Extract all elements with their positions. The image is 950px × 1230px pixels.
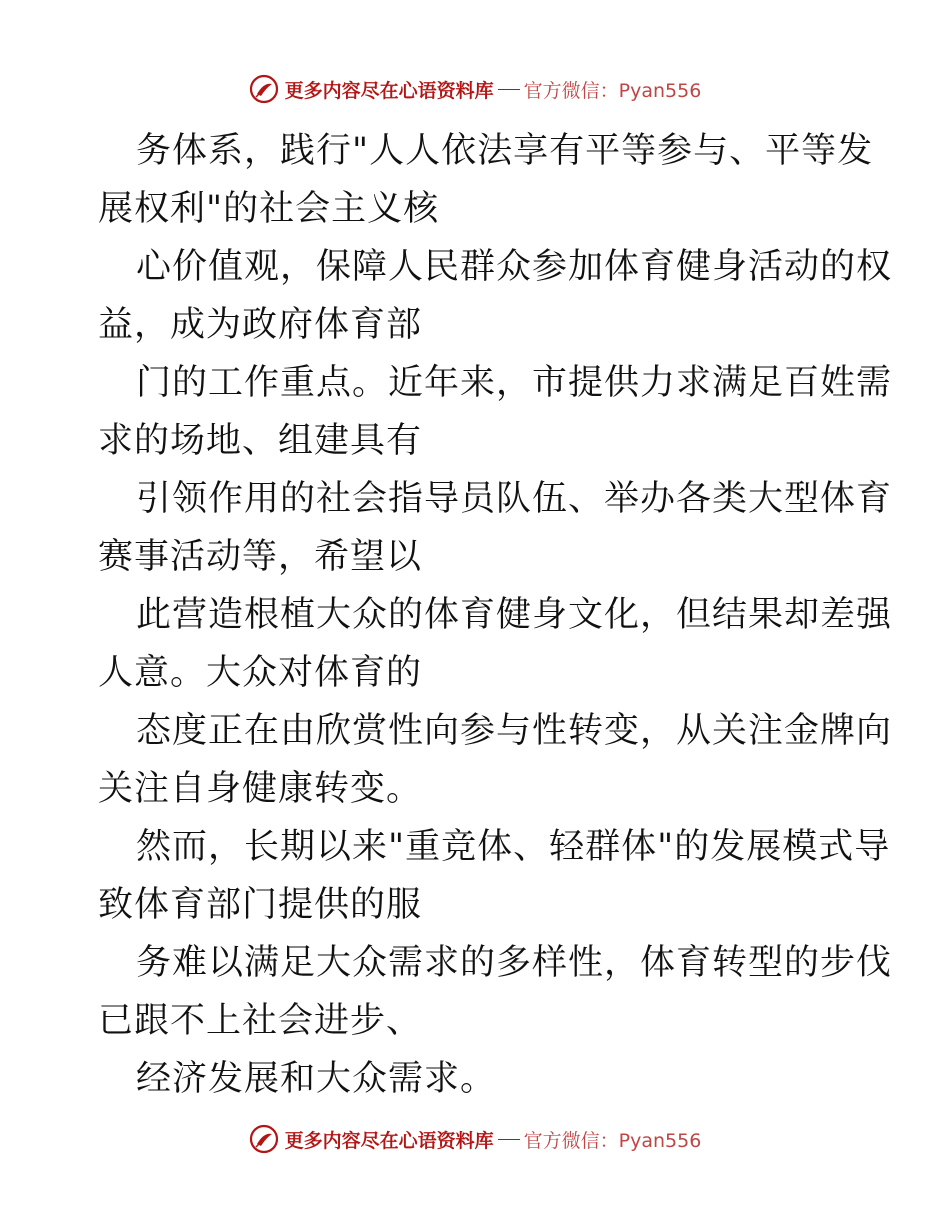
text-line: 经济发展和大众需求。 <box>136 1059 497 1099</box>
text-line: 已跟不上社会进步、 <box>98 1001 423 1041</box>
footer-banner <box>0 1122 950 1156</box>
text-line: 致体育部门提供的服 <box>98 885 423 925</box>
text-line: 门的工作重点。近年来，市提供力求满足百姓需 <box>136 363 893 403</box>
pen-logo-icon <box>249 1124 279 1154</box>
pen-logo-icon <box>249 74 279 104</box>
site-name-text: 更多内容尽在心语资料库 <box>284 79 494 102</box>
text-line: 赛事活动等，希望以 <box>98 537 423 577</box>
text-line: 引领作用的社会指导员队伍、举办各类大型体育 <box>136 479 893 519</box>
text-line: 务难以满足大众需求的多样性，体育转型的步伐 <box>136 943 893 983</box>
text-line: 然而，长期以来"重竞体、轻群体"的发展模式导 <box>136 827 891 867</box>
banner-dash <box>498 1139 520 1140</box>
document-body <box>98 122 893 1108</box>
text-line: 务体系，践行"人人依法享有平等参与、平等发 <box>136 131 874 171</box>
banner-dash <box>498 89 520 90</box>
text-line: 此营造根植大众的体育健身文化，但结果却差强 <box>136 595 893 635</box>
text-line: 人意。大众对体育的 <box>98 653 423 693</box>
wechat-id-text: 官方微信：Pyan556 <box>523 1129 702 1152</box>
wechat-id-text: 官方微信：Pyan556 <box>523 79 702 102</box>
text-line: 态度正在由欣赏性向参与性转变，从关注金牌向 <box>136 711 893 751</box>
text-line: 求的场地、组建具有 <box>98 421 423 461</box>
site-name-text: 更多内容尽在心语资料库 <box>284 1129 494 1152</box>
text-line: 展权利"的社会主义核 <box>98 189 440 229</box>
text-line: 心价值观，保障人民群众参加体育健身活动的权 <box>136 247 893 287</box>
header-banner <box>0 72 950 106</box>
text-line: 关注自身健康转变。 <box>98 769 423 809</box>
text-line: 益，成为政府体育部 <box>98 305 423 345</box>
